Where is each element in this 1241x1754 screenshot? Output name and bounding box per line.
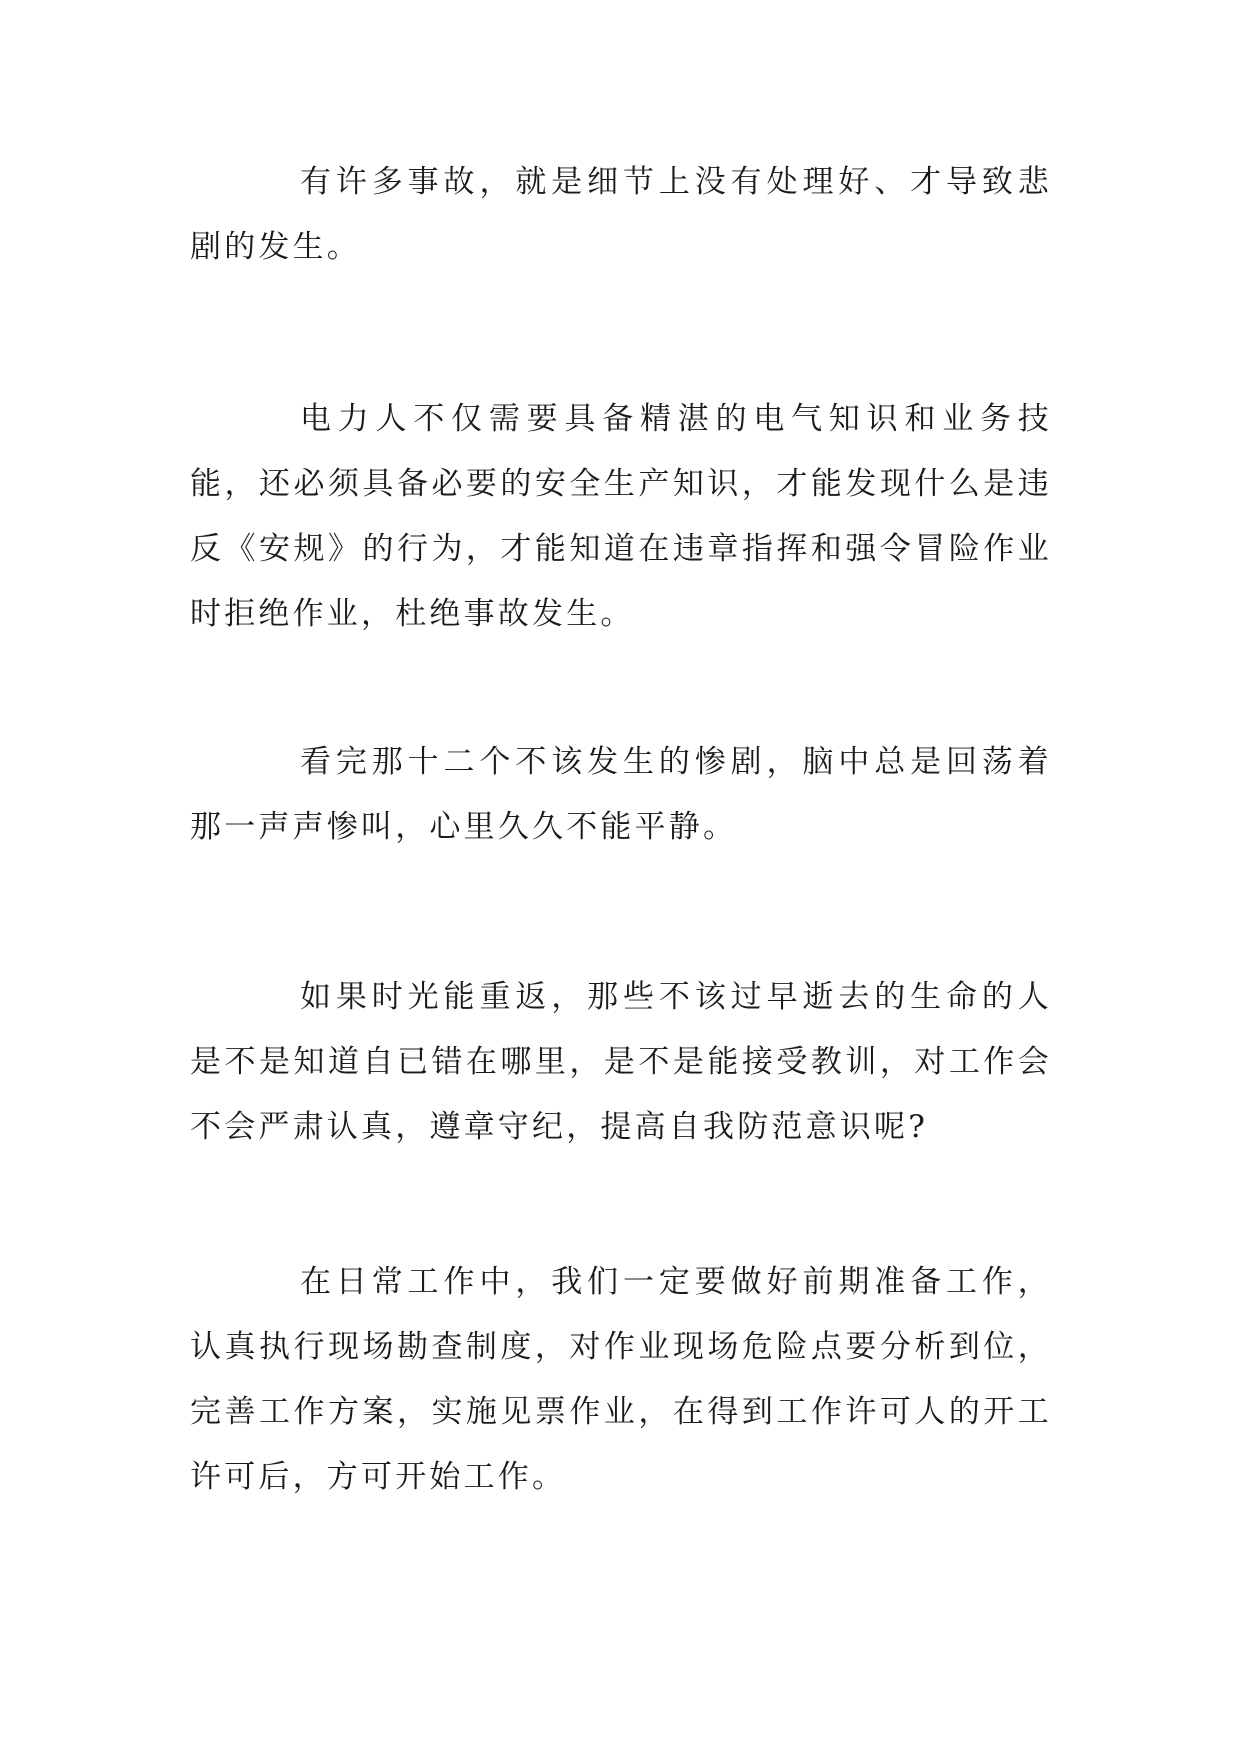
paragraph-3: 看完那十二个不该发生的惨剧，脑中总是回荡着那一声声惨叫，心里久久不能平静。 — [190, 744, 1052, 845]
paragraph-1: 有许多事故，就是细节上没有处理好、才导致悲剧的发生。 — [190, 164, 1052, 265]
paragraph-5: 在日常工作中，我们一定要做好前期准备工作，认真执行现场勘查制度，对作业现场危险点要分析到位，完善工作方案，实施见票作业，在得到工作许可人的开工许可后，方可开始工作。 — [190, 1264, 1052, 1495]
paragraph-4: 如果时光能重返，那些不该过早逝去的生命的人是不是知道自已错在哪里，是不是能接受教训，对工作会不会严肃认真，遵章守纪，提高自我防范意识呢? — [190, 979, 1052, 1145]
paragraph-2: 电力人不仅需要具备精湛的电气知识和业务技能，还必须具备必要的安全生产知识，才能发现什么是违反《安规》的行为，才能知道在违章指挥和强令冒险作业时拒绝作业，杜绝事故发生。 — [190, 401, 1052, 632]
